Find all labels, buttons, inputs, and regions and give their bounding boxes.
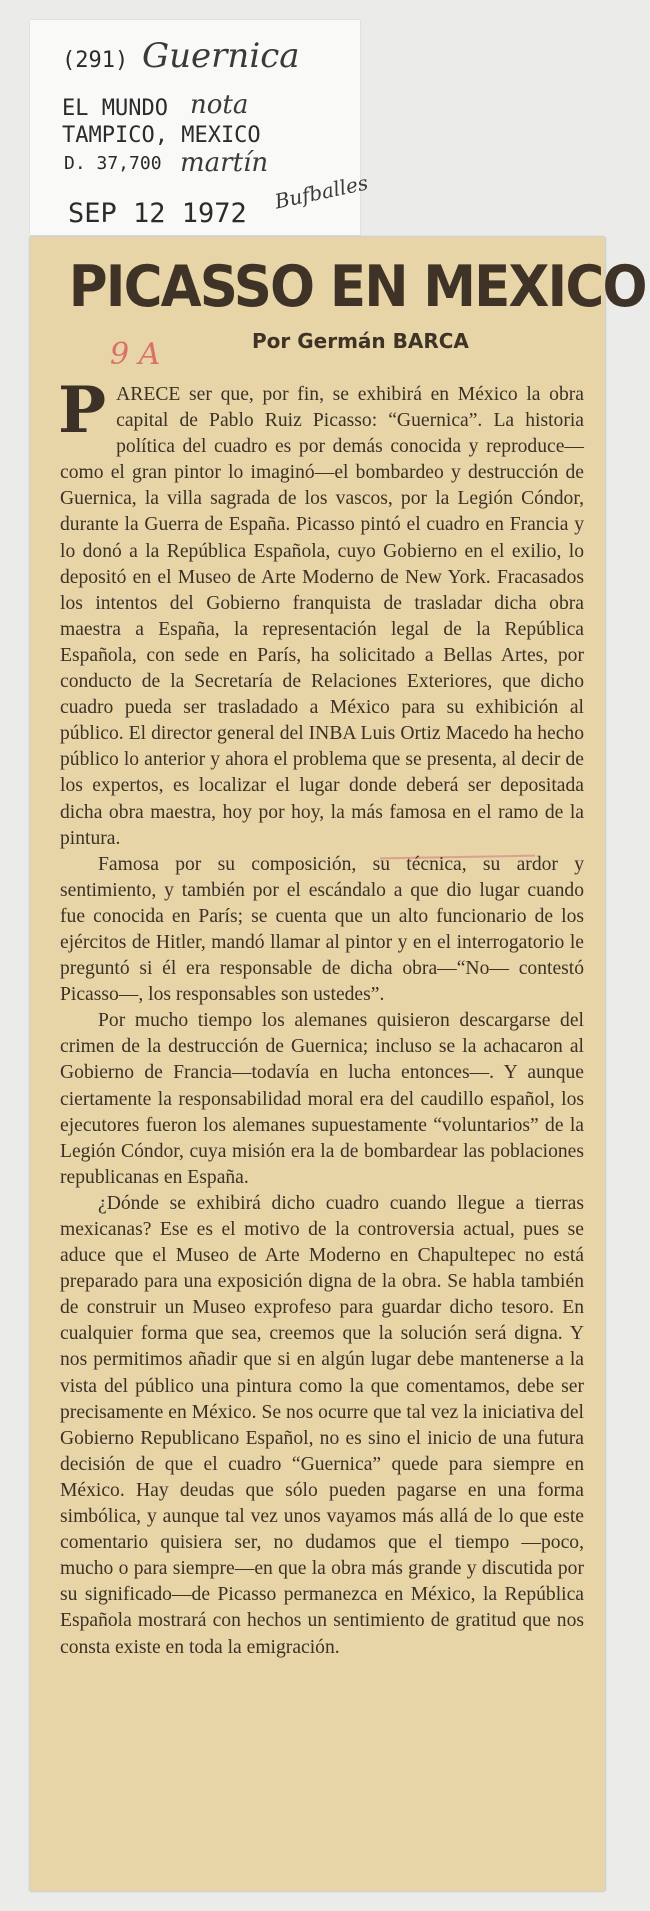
article-paragraph: ¿Dónde se exhibirá dicho cuadro cuando llegue a tierras mexicanas? Ese es el motivo de la controversia actual, pues se aduce que el Museo de Arte Moderno en Chapultepec no está preparado para una exposición digna de la obra. Se habla también de construir un Museo exprofeso para guardar dicho tesoro. En cualquier forma que sea, creemos que la solución será digna. Y nos permitimos añadir que si en algún lugar debe mantenerse a la vista del público una pintura como la que comentamos, debe ser precisamente en México. Se nos ocurre que tal vez la iniciativa del Gobierno Republicano Español, no es sino el inicio de una futura decisión de que el cuadro “Guernica” quede para siempre en México. Hay deudas que sólo pueden pagarse en una forma simbólica, y aunque tal vez unos vayamos más allá de lo que este comentario quisiera ser, no dudamos que el tiempo —poco, mucho o para siempre—en que la obra más grande y discutida por su significado—de Picasso permanezca en México, la República Española mostrará con hechos un sentimiento de gratitud que nos consta existe en toda la emigración. [60,1192,584,1658]
label-author-handwritten: martín [180,148,269,178]
label-note-handwritten: nota [190,90,249,120]
label-date-stamp: SEP 12 1972 [68,198,247,229]
label-number: (291) [62,48,129,73]
pencil-mark: 9 A [110,337,161,372]
label-city: TAMPICO, MEXICO [62,123,261,148]
article-byline: Por Germán BARCA [252,329,469,353]
article-body [58,373,584,1661]
label-newspaper: EL MUNDO [62,96,168,121]
article-paragraph: Famosa por su composición, su técnica, su ardor y sentimiento, y también por el escándalo a que dio lugar cuando fue conocida en París; se cuenta que un alto funcionario de los ejércitos de Hitler, mandó llamar al pintor y en el interrogatorio le preguntó si él era responsable de dicha obra—“No— contestó Picasso—, los responsables son ustedes”. [60,853,584,1006]
article-paragraph: Por mucho tiempo los alemanes quisieron descargarse del crimen de la destrucción de Guernica; incluso se la achacaron al Gobierno de Francia—todavía en lucha entonces—. Y aunque ciertamente la responsabilidad moral era del caudillo español, los ejecutores fueron los alemanes supuestamente “voluntarios” de la Legión Cóndor, cuya misión era la de bombardear las poblaciones republicanas en España. [60,1010,584,1188]
drop-cap: P [58,373,107,448]
article-headline: PICASSO EN MEXICO [68,254,646,320]
newspaper-clipping [30,237,646,1891]
catalog-label [30,20,371,235]
label-circulation: D. 37,700 [64,153,162,174]
article-paragraph: PARECE ser que, por fin, se exhibirá en México la obra capital de Pablo Ruiz Picasso: “Guernica”. La historia política del cuadro es por demás conocida y reproduce—como el gran pintor lo imaginó—el bombardeo y destrucción de Guernica, la villa sagrada de los vascos, por la Legión Cóndor, durante la Guerra de España. Picasso pintó el cuadro en Francia y lo donó a la República Española, cuyo Gobierno en el exilio, lo depositó en el Museo de Arte Moderno de New York. Fracasados los intentos del Gobierno franquista de trasladar dicha obra maestra a España, la representación legal de la República Española, con sede en París, ha solicitado a Bellas Artes, por conducto de la Secretaría de Relaciones Exteriores, que dicho cuadro pueda ser trasladado a México para su exhibición al público. El director general del INBA Luis Ortiz Macedo ha hecho público lo anterior y ahora el problema que se presenta, al decir de los expertos, es localizar el lugar donde deberá ser depositada dicha obra maestra, hoy por hoy, la más famosa en el ramo de la pintura. [58,373,584,849]
label-subject-handwritten: Guernica [142,36,300,76]
label-initials-handwritten: Bufballes [272,170,371,214]
